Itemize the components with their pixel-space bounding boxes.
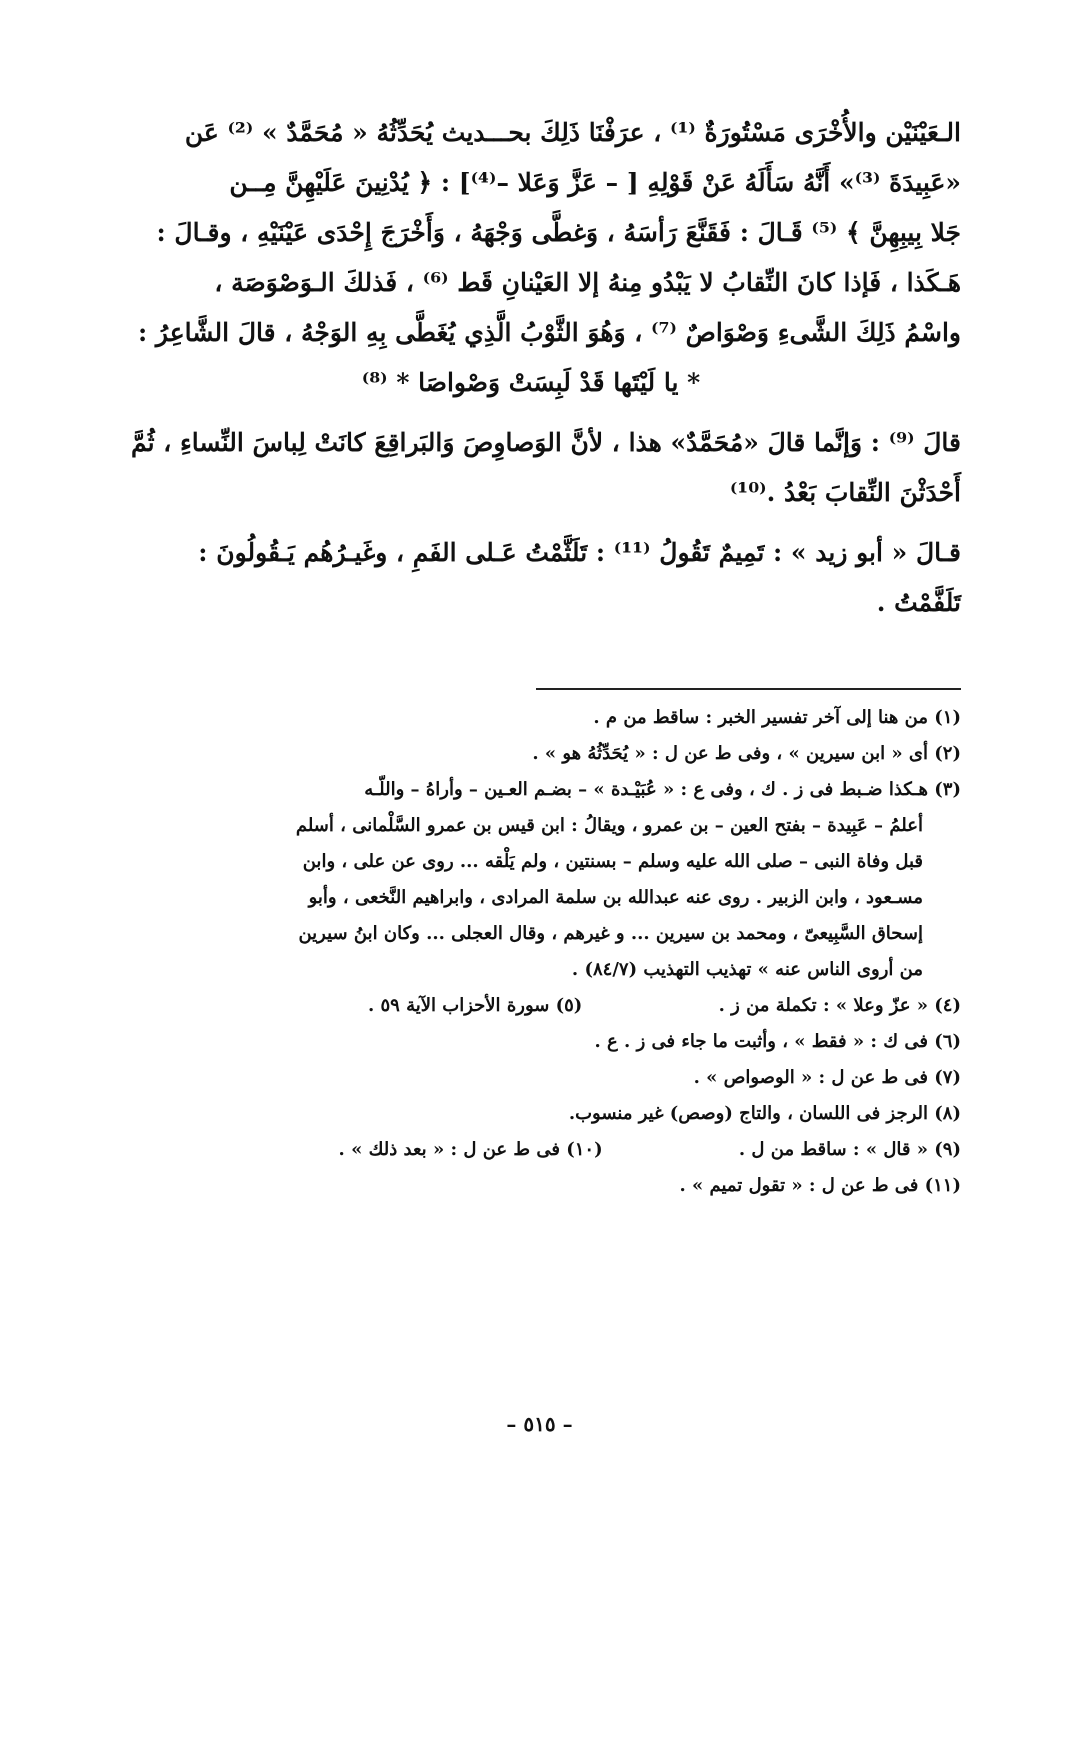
footnote: (١) من هنا إلى آخر تفسير الخبر : ساقط من م . bbox=[593, 707, 961, 728]
main-text-line: جَلا بِيبِهِنَّ ﴾ ⁽⁵⁾ قَـالَ : فَقَنَّعَ رَأسَهُ ، وَغطَّى وَجْهَهُ ، وَأَخْرَجَ إِحْدَى عَيْنَيْهِ ، وقـالَ : bbox=[156, 218, 961, 247]
footnote-continuation: إسحاق السَّبِيعىّ ، ومحمد بن سيرين ... و غيرهم ، وقال العجلى ... وكان ابنُ سيرين bbox=[298, 923, 923, 944]
main-text-line: واسْمُ ذَلِكَ الشَّىءِ وَصْوَاصٌ ⁽⁷⁾ ، وَهُوَ الثَّوْبُ الَّذِي يُغَطَّى بِهِ الوَجْهُ ، قالَ الشَّاعِرُ : bbox=[137, 318, 961, 347]
page-number: – ٥١٥ – bbox=[506, 1412, 573, 1436]
footnote: (٤) « عزّ وعلا » : تكملة من ز . bbox=[718, 995, 961, 1016]
footnote: (٣) هـكذا ضـبط فى ز . ك ، وفى ع : « عُبَيْـدة » – بضـم العـين – وأراهُ – واللّـه bbox=[364, 779, 961, 800]
footnote-divider bbox=[536, 688, 961, 690]
footnote: (٢) أى « ابن سيرين » ، وفى ط عن ل : « يُحَدِّثُهُ هو » . bbox=[532, 743, 961, 764]
footnote: (٧) فى ط عن ل : « الوصواص » . bbox=[693, 1067, 961, 1088]
main-text-line: قالَ ⁽⁹⁾ : وَإنَّما قالَ «مُحَمَّدٌ» هذا ، لأنَّ الوَصاوِصَ وَالبَراقِعَ كانَتْ لِباسَ النِّساءِ ، ثُمَّ bbox=[130, 428, 961, 457]
footnote: (١١) فى ط عن ل : « تقول تميم » . bbox=[679, 1175, 961, 1196]
main-text-block bbox=[101, 108, 961, 628]
poetry-verse: * يا لَيْتَها قَدْ لَبِسَتْ وَصْواصَا * ⁽⁸⁾ bbox=[361, 368, 701, 397]
main-text-line: أَحْدَثْنَ النِّقابَ بَعْدُ .⁽¹⁰⁾ bbox=[729, 478, 961, 507]
footnote-row bbox=[101, 1132, 961, 1168]
footnote-continuation: من أروى الناس عنه » تهذيب التهذيب (٨٤/٧) . bbox=[571, 959, 923, 980]
footnote-continuation: أعلمُ – عَبِيدة – بفتح العين – بن عمرو ، ويقالُ : ابن قيس بن عمرو السَّلْمانى ، أسلم bbox=[295, 815, 923, 836]
main-text-line: تَلَفَّمْتُ . bbox=[876, 588, 961, 617]
main-text-line: هَـكَذا ، فَإذا كانَ النِّقابُ لا يَبْدُو مِنهُ إلا العَيْنانِ قَط ⁽⁶⁾ ، فَذلكَ الـوَصْوَصَة ، bbox=[214, 268, 961, 297]
main-text-line: قـالَ « أبو زيد » : تَمِيمٌ تَقُولُ ⁽¹¹⁾ : تَلَثَّمْتُ عَـلى الفَمِ ، وغَيـرُهُم يَـقُولُونَ : bbox=[198, 538, 961, 567]
footnote-row bbox=[101, 988, 961, 1024]
footnote: (٩) « قال » : ساقط من ل . bbox=[738, 1139, 961, 1160]
footnote: (٥) سورة الأحزاب الآية ٥٩ . bbox=[367, 995, 583, 1016]
footnote-continuation: قبل وفاة النبى – صلى الله عليه وسلم – بسنتين ، ولم يَلْقه ... روى عن على ، وابن bbox=[302, 851, 923, 872]
footnote: (٦) فى ك : « فقط » ، وأثبت ما جاء فى ز . ع . bbox=[594, 1031, 961, 1052]
footnote: (٨) الرجز فى اللسان ، والتاج (وصص) غير منسوب. bbox=[568, 1103, 961, 1124]
footnote-continuation: مسـعود ، وابن الزبير . روى عنه عبدالله بن سلمة المرادى ، وابراهيم النَّخعى ، وأبو bbox=[308, 887, 923, 908]
footnotes-block bbox=[101, 700, 961, 1204]
footnote: (١٠) فى ط عن ل : « بعد ذلك » . bbox=[338, 1139, 603, 1160]
main-text-line: الـعَيْنَيْن والأُخْرَى مَسْتُورَةٌ ⁽¹⁾ ، عرَفْنَا ذَلِكَ بحـــديث يُحَدِّثُهُ « مُحَمَّدٌ » ⁽²⁾ عَن bbox=[184, 118, 961, 147]
main-text-line: «عَبِيدَةَ ⁽³⁾» أَنَّهُ سَأَلَهُ عَنْ قَوْلِهِ [ – عَزَّ وَعَلا –⁽⁴⁾] : ﴿ يُدْنِينَ عَلَيْهِنَّ مِــن bbox=[229, 168, 961, 197]
